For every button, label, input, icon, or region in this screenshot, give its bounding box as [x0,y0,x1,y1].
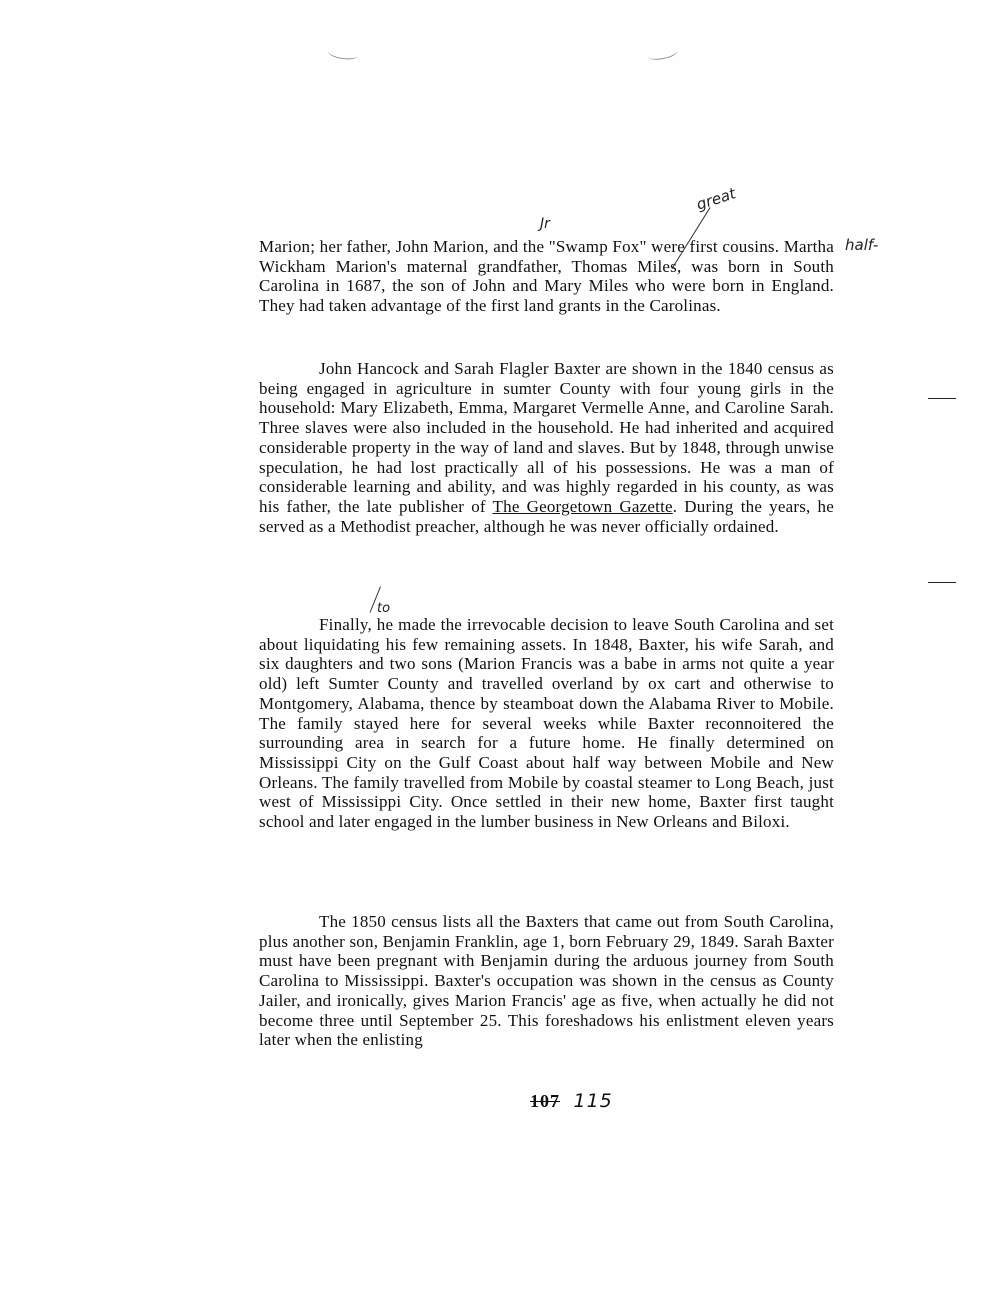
margin-dash-1 [928,398,956,399]
scan-artifact-right [647,45,679,62]
page-number-current: 115 [573,1090,613,1112]
paragraph-text: John Hancock and Sarah Flagler Baxter are shown in the 1840 census as being engaged in agriculture in sumter County with four young girls in the household: Mary Elizabeth, Emma, Margaret Vermelle Anne, and Caroline Sarah. Three slaves were also included in the household. He had inherited and acquired considerable property in the way of land and slaves. But by 1848, through unwise speculation, he had lost practically all of his possessions. He was a man of considerable learning and ability, and was highly regarded in his county, as was his father, the late publisher of [259,359,834,516]
page-number-struck: 107 [530,1091,560,1111]
handwritten-half: half- [845,236,879,254]
paragraph-3 [259,615,834,832]
paragraph-4 [259,912,834,1050]
handwritten-great: great [694,184,738,214]
margin-dash-2 [928,582,956,583]
paragraph-text: . During the years, he served as a Methodist preacher, although he was never officially ordained. [259,496,834,536]
scan-artifact-left [327,46,358,61]
paragraph-1 [259,237,834,316]
paragraph-text: Marion; her father, John Marion, and the "Swamp Fox" were first cousins. Martha Wickham Marion's maternal grandfather, Thomas Miles, was born in South Carolina in 1687, the son of John and Mary Miles who were born in England. They had taken advantage of the first land grants in the Carolinas. [259,237,834,316]
paragraph-2 [259,359,834,536]
paragraph-text: Finally, he made the irrevocable decision to leave South Carolina and set about liquidating his few remaining assets. In 1848, Baxter, his wife Sarah, and six daughters and two sons (Marion Francis was a babe in arms not quite a year old) left Sumter County and travelled overland by ox cart and otherwise to Montgomery, Alabama, thence by steamboat down the Alabama River to Mobile. The family stayed here for several weeks while Baxter reconnoitered the surrounding area in search for a future home. He finally determined on Mississippi City on the Gulf Coast about half way between Mobile and New Orleans. The family travelled from Mobile by coastal steamer to Long Beach, just west of Mississippi City. Once settled in their new home, Baxter first taught school and later engaged in the lumber business in New Orleans and Biloxi. [259,615,834,832]
handwritten-to: to [377,601,391,616]
underlined-title: The Georgetown Gazette [492,496,673,516]
handwritten-jr: Jr [540,216,550,232]
paragraph-text: The 1850 census lists all the Baxters that came out from South Carolina, plus another son, Benjamin Franklin, age 1, born February 29, 1849. Sarah Baxter must have been pregnant with Benjamin during the arduous journey from South Carolina to Mississippi. Baxter's occupation was shown in the census as County Jailer, and ironically, gives Marion Francis' age as five, when actually he did not become three until September 25. This foreshadows his enlistment eleven years later when the enlisting [259,912,834,1050]
page-number [530,1090,613,1112]
